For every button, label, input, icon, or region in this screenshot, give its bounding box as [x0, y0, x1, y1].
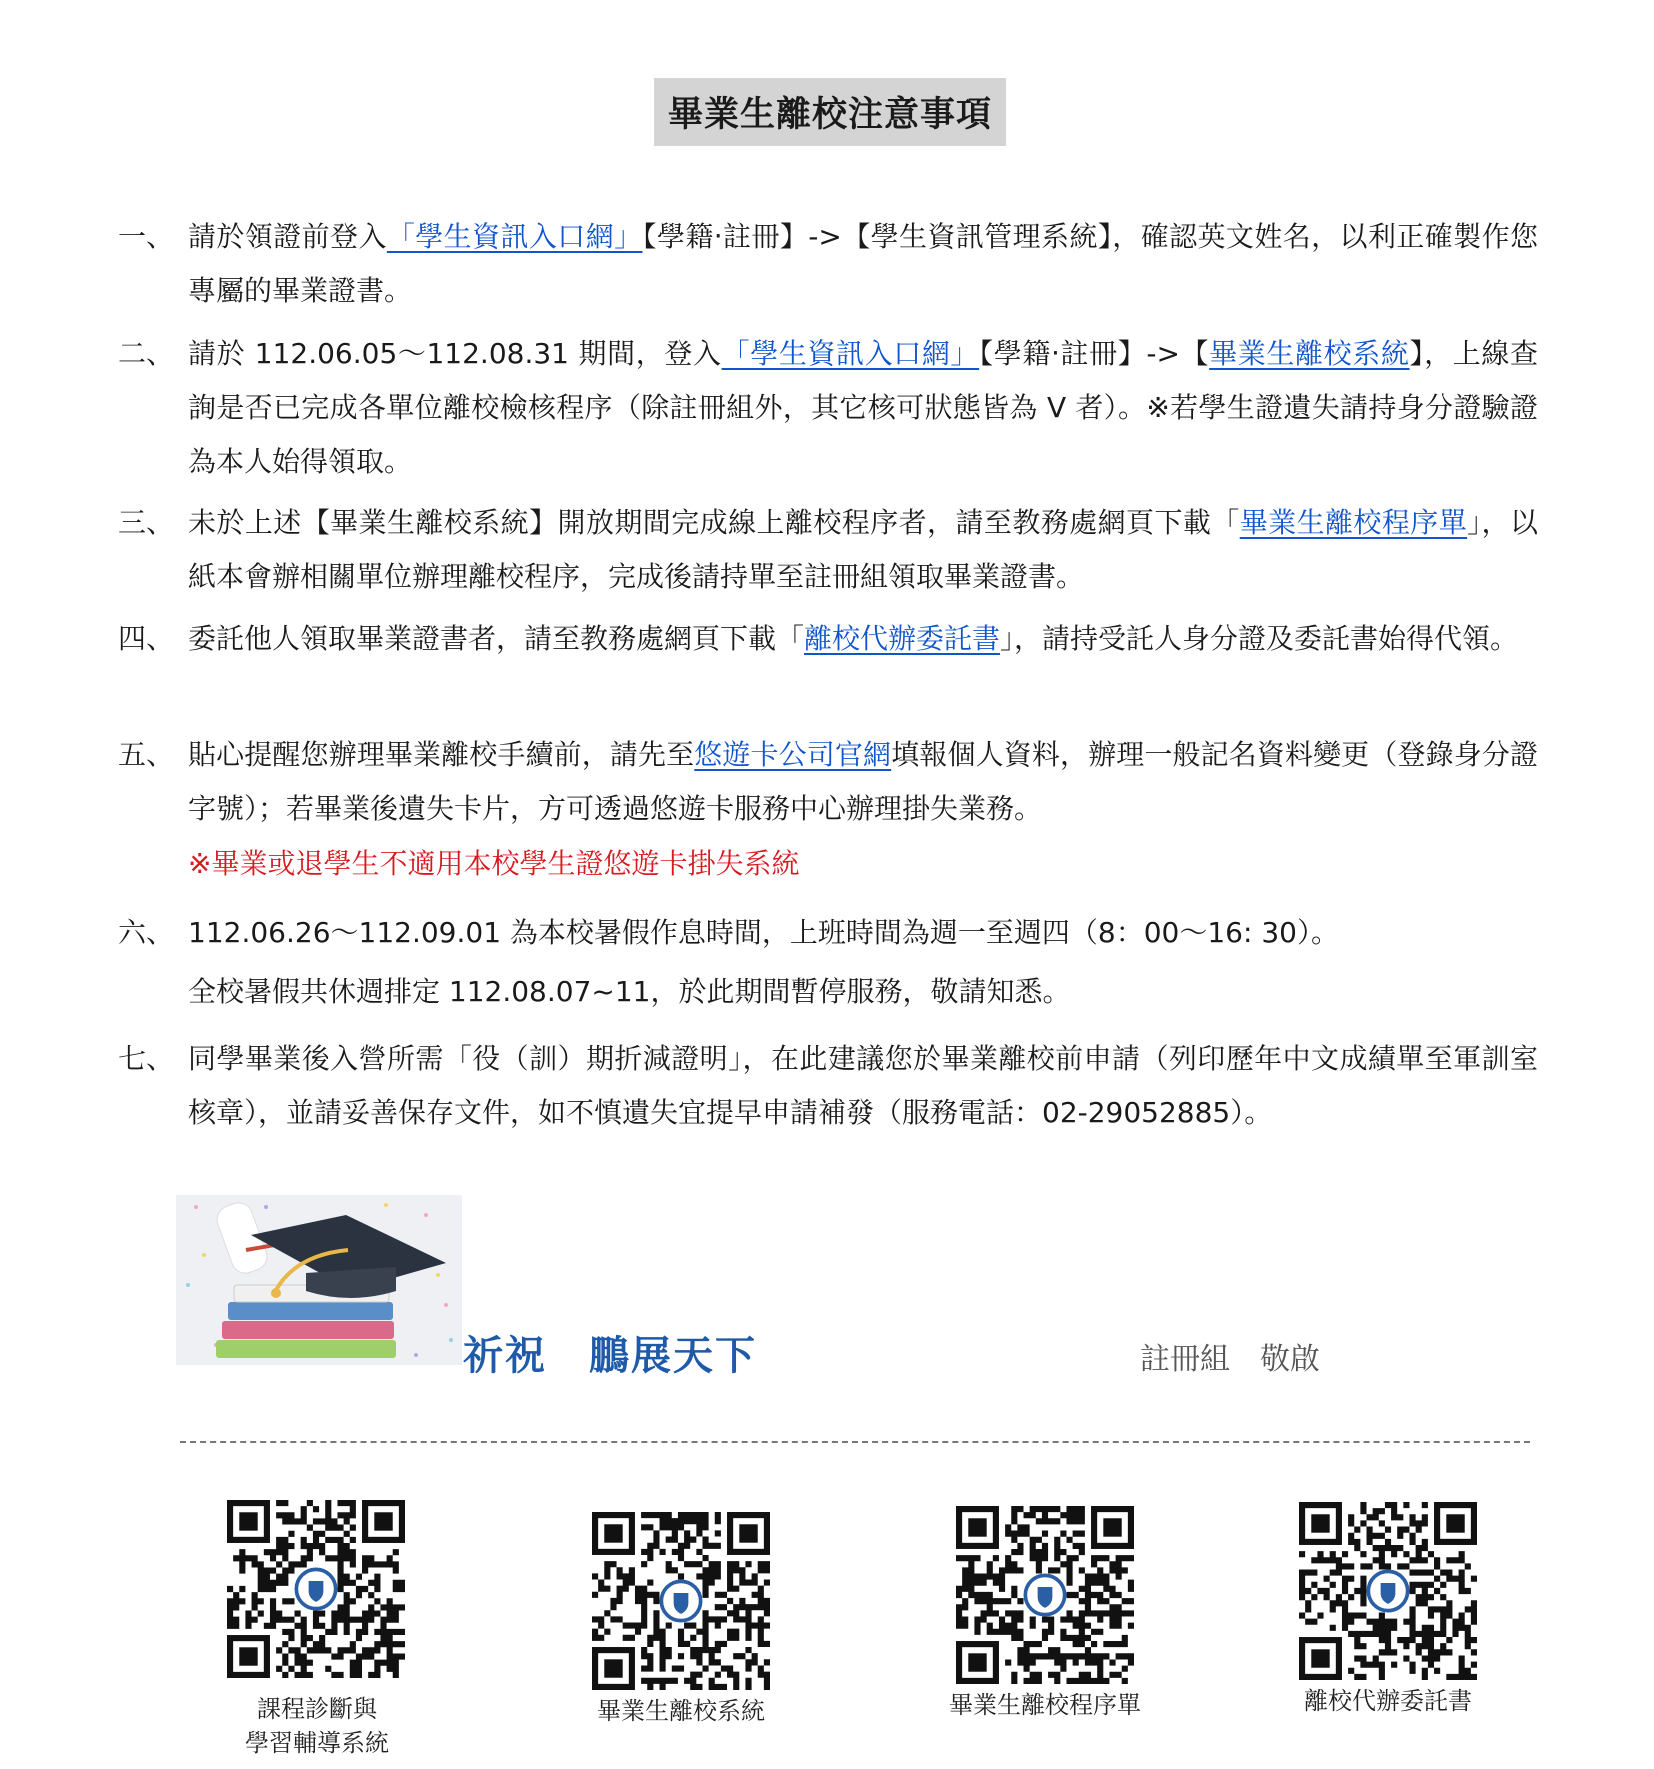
list-item	[118, 1032, 1538, 1140]
holiday-note: 全校暑假共休週排定 112.08.07~11，於此期間暫停服務，敬請知悉。	[188, 975, 1071, 1008]
item-text-segment: 」，以紙本會辦相關單位辦理離校程序，完成後請持單至註冊組領取畢業證書。	[188, 506, 1538, 593]
graduation-illustration	[176, 1195, 462, 1365]
item-number: 四、	[118, 622, 175, 655]
item-number: 六、	[118, 916, 175, 949]
item-text	[188, 496, 1538, 604]
item-text	[188, 210, 1538, 318]
item-number: 二、	[118, 337, 175, 370]
item-text-segment: 未於上述【畢業生離校系統】開放期間完成線上離校程序者，請至教務處網頁下載「	[188, 506, 1240, 539]
inline-link[interactable]: 悠遊卡公司官網	[694, 738, 892, 771]
list-item	[118, 728, 1538, 836]
item-text-segment: 【學籍‧註冊】->【	[979, 337, 1210, 370]
qr-label: 畢業生離校系統	[597, 1697, 765, 1725]
list-item	[118, 906, 1538, 960]
item-number: 五、	[118, 738, 175, 771]
warning-note: ※畢業或退學生不適用本校學生證悠遊卡掛失系統	[188, 847, 800, 880]
list-item	[118, 327, 1538, 489]
item-text-segment: 請於領證前登入	[188, 220, 387, 253]
item-number: 七、	[118, 1042, 175, 1075]
item-text-segment: 委託他人領取畢業證書者，請至教務處網頁下載「	[188, 622, 805, 655]
inline-link[interactable]: 離校代辦委託書	[804, 622, 1001, 655]
page-title: 畢業生離校注意事項	[654, 78, 1006, 146]
qr-label: 課程診斷與 學習輔導系統	[245, 1695, 389, 1757]
list-item	[118, 210, 1538, 318]
item-number: 一、	[118, 220, 175, 253]
qr-code-departure-form[interactable]	[956, 1506, 1134, 1684]
inline-link[interactable]: 畢業生離校系統	[1209, 337, 1410, 370]
qr-label: 離校代辦委託書	[1304, 1687, 1472, 1715]
item-text-segment: 貼心提醒您辦理畢業離校手續前，請先至	[188, 738, 695, 771]
inline-link[interactable]: 畢業生離校程序單	[1239, 506, 1468, 539]
qr-code-departure-system[interactable]	[592, 1512, 770, 1690]
qr-code-learning-system[interactable]	[227, 1500, 405, 1678]
item-number: 三、	[118, 506, 175, 539]
inline-link[interactable]: 「學生資訊入口網」	[386, 220, 643, 253]
qr-code-proxy-authorization[interactable]	[1299, 1502, 1477, 1680]
item-text-segment: 填報個人資料，辦理一般記名資料變更（登錄身分證字號）；若畢業後遺失卡片，方可透過悠遊卡服務中心辦理掛失業務。	[188, 738, 1538, 825]
inline-link[interactable]: 「學生資訊入口網」	[721, 337, 980, 370]
signature: 註冊組 敬啟	[1140, 1342, 1320, 1377]
item-text	[188, 327, 1538, 489]
item-text	[188, 1032, 1538, 1140]
qr-label: 畢業生離校程序單	[949, 1691, 1141, 1719]
item-text-segment: 請於 112.06.05～112.08.31 期間，登入	[188, 337, 722, 370]
blessing-text: 祈祝 鵬展天下	[463, 1332, 757, 1379]
item-text	[188, 728, 1538, 836]
item-text	[188, 612, 1538, 666]
item-text-segment: 」，請持受託人身分證及委託書始得代領。	[1000, 622, 1519, 655]
list-item	[118, 612, 1538, 666]
item-text	[188, 906, 1538, 960]
item-text-segment: 同學畢業後入營所需「役（訓）期折減證明」，在此建議您於畢業離校前申請（列印歷年中文成績單至軍訓室核章），並請妥善保存文件，如不慎遺失宜提早申請補發（服務電話：02-29052885）。	[188, 1042, 1538, 1129]
item-text-segment: 【學籍‧註冊】->【學生資訊管理系統】，確認英文姓名，以利正確製作您專屬的畢業證書。	[188, 220, 1538, 307]
divider	[180, 1441, 1530, 1443]
item-text-segment: 112.06.26～112.09.01 為本校暑假作息時間，上班時間為週一至週四（8：00～16: 30）。	[188, 916, 1339, 949]
item-text-segment: 】，上線查詢是否已完成各單位離校檢核程序（除註冊組外，其它核可狀態皆為 V 者）。※若學生證遺失請持身分證驗證為本人始得領取。	[188, 337, 1538, 478]
list-item	[118, 496, 1538, 604]
